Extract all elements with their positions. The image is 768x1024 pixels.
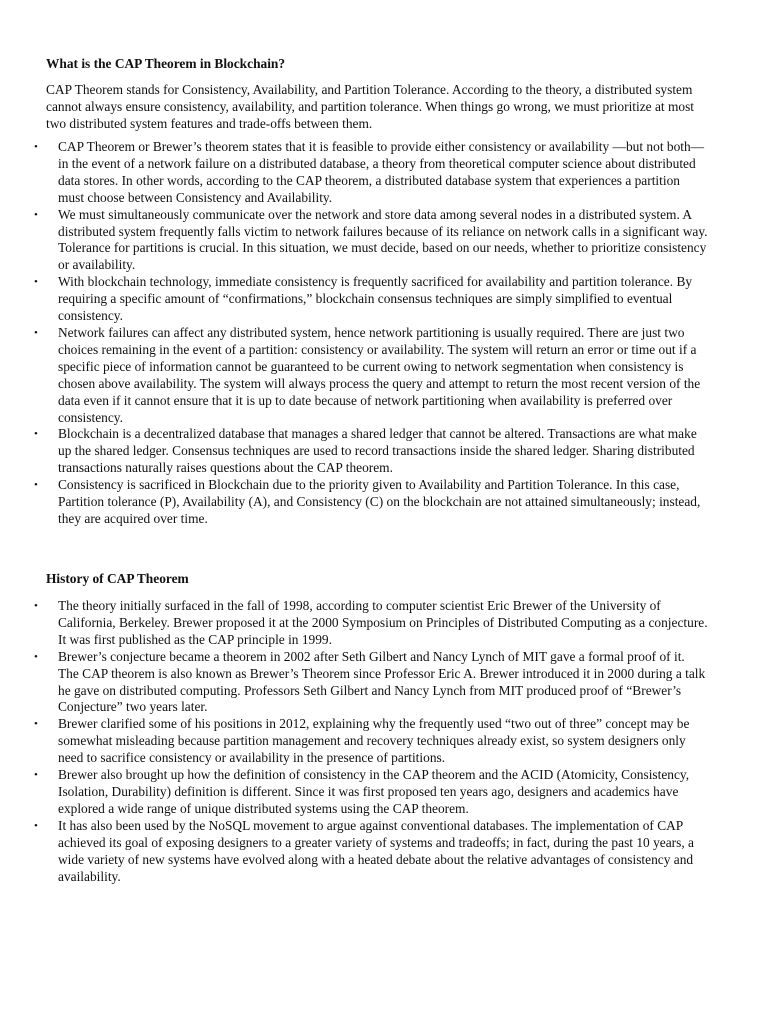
- history-bullet-list: [34, 598, 708, 885]
- bullet-icon: •: [34, 600, 38, 612]
- intro-paragraph: CAP Theorem stands for Consistency, Availability, and Partition Tolerance. According to the theory, a distributed system cannot always ensure consistency, availability, and partition tolerance. When things go wrong, we must prioritize at most two distributed system features and trade-offs between them.: [46, 82, 695, 131]
- list-item-text: Consistency is sacrificed in Blockchain due to the priority given to Availability and Partition Tolerance. In this case, Partition tolerance (P), Availability (A), and Consistency (C) on the blockchain are not attained simultaneously; instead, they are acquired over time.: [58, 477, 701, 526]
- list-item: [34, 817, 708, 886]
- bullet-icon: •: [34, 479, 38, 492]
- list-item-text: It has also been used by the NoSQL movement to argue against conventional databases. The implementation of CAP achieved its goal of exposing designers to a greater variety of systems and tradeoffs; in fact, during the past 10 years, a wide variety of new systems have evolved along with a heated debate about the relative advantages of consistency and availability.: [58, 817, 694, 884]
- list-item: [34, 324, 708, 426]
- bullet-icon: •: [34, 428, 38, 441]
- list-item-text: Brewer clarified some of his positions in 2012, explaining why the frequently used “two out of three” concept may be somewhat misleading because partition management and recovery techniques already exist, so system designers only need to sacrifice consistency or availability in the presence of partitions.: [58, 716, 690, 766]
- bullet-icon: •: [34, 650, 38, 663]
- bullet-icon: •: [34, 326, 38, 339]
- list-item-text: We must simultaneously communicate over the network and store data among several nodes in a distributed system. A distributed system frequently falls victim to network failures because of its reliance on network calls in a significant way. Tolerance for partitions is crucial. In this situation, we must decide, based on our needs, whether to prioritize consistency or availability.: [58, 206, 708, 273]
- list-item-text: Blockchain is a decentralized database that manages a shared ledger that cannot be altered. Transactions are what make up the shared ledger. Consensus techniques are used to record transactions inside the shared ledger. Sharing distributed transactions naturally raises questions about the CAP theorem.: [58, 426, 697, 476]
- list-item-text: Brewer also brought up how the definition of consistency in the CAP theorem and the ACID (Atomicity, Consistency, Isolation, Durability) definition is different. Since it was first proposed ten years ago, designers and academics have explored a wide range of unique distributed systems using the CAP theorem.: [58, 767, 690, 816]
- bullet-icon: •: [34, 769, 38, 782]
- bullet-icon: •: [34, 819, 38, 832]
- list-item-text: Brewer’s conjecture became a theorem in 2002 after Seth Gilbert and Nancy Lynch of MIT gave a formal proof of it. The CAP theorem is also known as Brewer’s Theorem since Professor Eric A. Brewer introduced it in 2000 during a talk he gave on distributed computing. Professors Seth Gilbert and Nancy Lynch from MIT produced proof of “Brewer’s Conjecture” two years later.: [58, 648, 706, 715]
- list-item: [34, 139, 708, 207]
- list-item: [34, 477, 708, 528]
- bullet-icon: •: [34, 208, 38, 221]
- section-title-history: History of CAP Theorem: [46, 571, 189, 586]
- section-title-cap-theorem: What is the CAP Theorem in Blockchain?: [46, 56, 286, 71]
- bullet-icon: •: [34, 718, 38, 731]
- list-item-text: With blockchain technology, immediate consistency is frequently sacrificed for availability and partition tolerance. By requiring a specific amount of “confirmations,” blockchain consensus techniques are simply simplified to eventual consistency.: [58, 274, 693, 324]
- list-item-text: CAP Theorem or Brewer’s theorem states that it is feasible to provide either consistency or availability —but not both—in the event of a network failure on a distributed database, a theory from theoretical computer science about distributed data stores. In other words, according to the CAP theorem, a distributed database system that experiences a partition must choose between Consistency and Availability.: [58, 139, 705, 205]
- list-item: [34, 274, 708, 325]
- list-item: [34, 648, 708, 717]
- list-item-text: The theory initially surfaced in the fall of 1998, according to computer scientist Eric Brewer of the University of California, Berkeley. Brewer proposed it at the 2000 Symposium on Principles of Distributed Computing as a conjecture. It was first published as the CAP principle in 1999.: [58, 598, 708, 647]
- list-item: [34, 426, 708, 477]
- cap-theorem-bullet-list: [34, 139, 708, 528]
- list-item: [34, 206, 708, 275]
- list-item-text: Network failures can affect any distributed system, hence network partitioning is usually required. There are just two choices remaining in the event of a partition: consistency or availability. The system will return an error or time out if a specific piece of information cannot be guaranteed to be current owing to network segmentation when consistency is chosen above availability. The system will always process the query and attempt to return the most recent version of the data even if it cannot ensure that it is up to date because of network partitioning when availability is preferred over consistency.: [58, 324, 701, 425]
- bullet-icon: •: [34, 276, 38, 289]
- list-item: [34, 767, 708, 818]
- list-item: [34, 598, 708, 649]
- list-item: [34, 716, 708, 767]
- bullet-icon: •: [34, 141, 38, 153]
